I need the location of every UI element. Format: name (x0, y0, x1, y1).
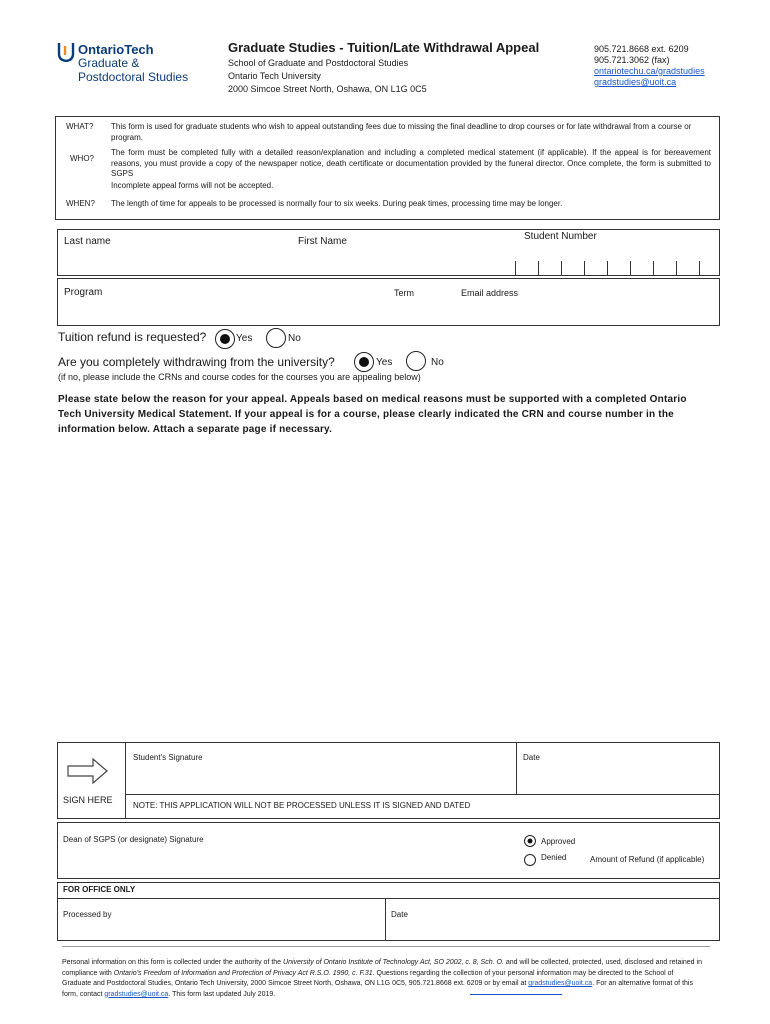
approved-radio[interactable] (524, 835, 536, 847)
privacy-footer: Personal information on this form is collected under the authority of the University of Ontario Institute of Technology Act, SO 2002, c. 8, Sch. O. and will be collected, protected, used, disclosed and retained in compliance with Ontario's Freedom of Information and Protection of Privacy Act R.S.O. 1990, c. F.31. Questions regarding the collection of your personal information may be directed to the School of Graduate and Postdoctoral Studies, Ontario Tech University, 2000 Simcoe Street North, Oshawa, ON L1G 0C5, 905.721.8668 ext. 6209 or by email at gradstudies@uoit.ca. For an alternative format of this form, contact gradstudies@uoit.ca. This form last updated July 2019. (62, 959, 702, 998)
logo-brand: OntarioTech (78, 42, 154, 57)
appeal-instructions: Please state below the reason for your appeal. Appeals based on medical reasons must be supported with a completed Ontario Tech University Medical Statement. If your appeal is for a course, please clearly indicated the CRN and course number in the information below. Attach a separate page if necessary. (58, 394, 687, 435)
term-label: Term (394, 288, 414, 298)
arrow-right-icon (67, 758, 109, 784)
logo-line1: Graduate & (78, 56, 140, 70)
footer-email-link-2[interactable]: gradstudies@uoit.ca (104, 990, 169, 998)
what-label: WHAT? (66, 122, 94, 131)
processed-by-label: Processed by (63, 910, 112, 919)
sign-here-label: SIGN HERE (63, 795, 113, 805)
office-heading: FOR OFFICE ONLY (63, 885, 136, 894)
withdraw-question: Are you completely withdrawing from the university? (58, 355, 335, 369)
signature-note: NOTE: THIS APPLICATION WILL NOT BE PROCESSED UNLESS IT IS SIGNED AND DATED (133, 801, 471, 810)
contact-web-link[interactable]: ontariotechu.ca/gradstudies (594, 66, 705, 76)
denied-radio[interactable] (524, 854, 536, 866)
approved-label: Approved (541, 837, 576, 846)
footer-email-link-1[interactable]: gradstudies@uoit.ca (528, 980, 593, 987)
last-name-input[interactable] (60, 250, 290, 272)
when-text: The length of time for appeals to be processed is normally four to six weeks. During peak times, processing time may be longer. (111, 199, 563, 208)
student-signature-label: Student's Signature (133, 753, 203, 762)
logo-line2: Postdoctoral Studies (78, 70, 189, 84)
address-line-2: Ontario Tech University (228, 71, 321, 81)
program-input[interactable] (60, 300, 380, 322)
signature-date-field[interactable] (519, 765, 717, 792)
refund-yes-radio[interactable] (215, 329, 235, 349)
email-label: Email address (461, 288, 519, 298)
refund-no-label: No (288, 333, 301, 344)
refund-no-radio[interactable] (266, 328, 286, 348)
crn-note: (if no, please include the CRNs and course codes for the courses you are appealing below) (58, 372, 421, 382)
contact-phone: 905.721.8668 ext. 6209 (594, 44, 689, 54)
act-citation: University of Ontario Institute of Technology Act, SO 2002, c. 8, Sch. O. (283, 959, 504, 966)
address-line-3: 2000 Simcoe Street North, Oshawa, ON L1G 0C5 (228, 84, 427, 94)
page-title: Graduate Studies - Tuition/Late Withdrawal Appeal (228, 40, 540, 55)
processed-by-field[interactable] (60, 922, 382, 938)
logo (57, 42, 207, 90)
refund-question: Tuition refund is requested? (58, 330, 207, 344)
withdraw-no-radio[interactable] (406, 351, 426, 371)
ontariotech-shield-icon (57, 42, 75, 62)
dean-signature-label: Dean of SGPS (or designate) Signature (63, 835, 204, 844)
email-input[interactable] (459, 300, 717, 322)
contact-email-link[interactable]: gradstudies@uoit.ca (594, 77, 677, 87)
when-label: WHEN? (66, 199, 95, 208)
who-text-incomplete: Incomplete appeal forms will not be accepted. (111, 181, 274, 190)
signature-date-label: Date (523, 753, 540, 762)
address-line-1: School of Graduate and Postdoctoral Studies (228, 58, 409, 68)
office-date-field[interactable] (389, 922, 717, 938)
contact-fax: 905.721.3062 (fax) (594, 55, 670, 65)
denied-label: Denied (541, 853, 567, 862)
appeal-reason-textarea[interactable] (57, 440, 720, 730)
student-number-label: Student Number (524, 231, 597, 242)
privacy-act-citation: Ontario's Freedom of Information and Protection of Privacy Act R.S.O. 1990, c. F.31. (113, 969, 375, 977)
term-input[interactable] (392, 300, 452, 322)
student-signature-field[interactable] (128, 765, 513, 792)
first-name-label: First Name (298, 236, 347, 247)
office-date-label: Date (391, 910, 408, 919)
program-label: Program (64, 287, 103, 298)
refund-yes-label: Yes (236, 333, 253, 344)
first-name-input[interactable] (295, 250, 495, 272)
what-text: This form is used for graduate students who wish to appeal outstanding fees due to missing the final deadline to drop courses or for late withdrawal from a course or program. (111, 122, 692, 142)
who-text: The form must be completed fully with a detailed reason/explanation and including a completed medical statement (if applicable). If the appeal is for bereavement reasons, you must provide a copy of the newspaper notice, death certificate or documentation provided by the funeral director. Once complete, the form is submitted to SGPS (111, 148, 711, 178)
refund-amount-label: Amount of Refund (if applicable) (590, 855, 705, 864)
dean-signature-field[interactable] (60, 848, 500, 876)
withdraw-yes-label: Yes (376, 357, 393, 368)
last-name-label: Last name (64, 236, 111, 247)
student-number-input[interactable] (515, 258, 719, 275)
who-label: WHO? (70, 154, 94, 163)
withdraw-yes-radio[interactable] (354, 352, 374, 372)
withdraw-no-label: No (431, 357, 444, 368)
